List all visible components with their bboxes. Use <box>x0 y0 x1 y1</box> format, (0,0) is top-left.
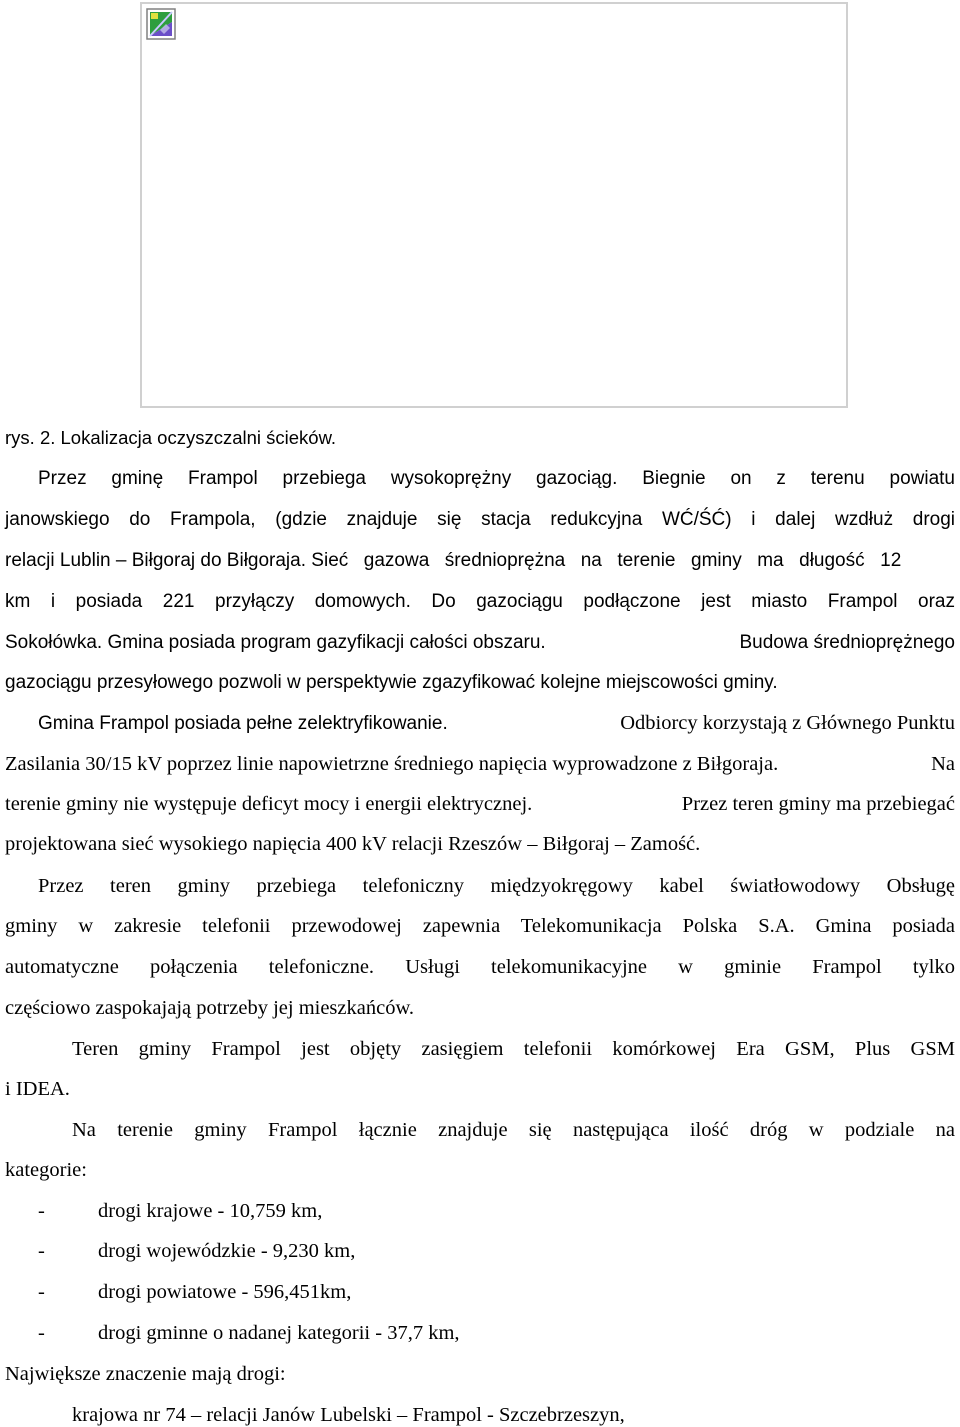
paragraph-line: Sokołówka. Gmina posiada program gazyfikacji całości obszaru. Budowa średnioprężnego <box>5 632 955 653</box>
paragraph-line: Przez gminę Frampol przebiega wysokoprężny gazociąg. Biegnie on z terenu powiatu <box>38 468 955 489</box>
figure-caption: rys. 2. Lokalizacja oczyszczalni ścieków. <box>5 427 337 448</box>
paragraph-line: terenie gminy nie występuje deficyt mocy i energii elektrycznej. Przez teren gminy ma przebiegać <box>5 793 955 815</box>
list-dash: - <box>38 1322 45 1344</box>
paragraph-line: Teren gminy Frampol jest objęty zasięgiem telefonii komórkowej Era GSM, Plus GSM <box>72 1038 955 1060</box>
list-item-text: drogi krajowe - 10,759 km, <box>98 1200 323 1222</box>
paragraph-line: gminy w zakresie telefonii przewodowej zapewnia Telekomunikacja Polska S.A. Gmina posiada <box>5 915 955 937</box>
paragraph-line: Zasilania 30/15 kV poprzez linie napowietrzne średniego napięcia wyprowadzone z Biłgoraja. Na <box>5 753 955 775</box>
paragraph-line: kategorie: <box>5 1159 87 1181</box>
paragraph-line: Na terenie gminy Frampol łącznie znajduje się następująca ilość dróg w podziale na <box>72 1119 955 1141</box>
roads-heading: Największe znaczenie mają drogi: <box>5 1363 286 1385</box>
list-dash: - <box>38 1281 45 1303</box>
paragraph-line: janowskiego do Frampola, (gdzie znajduje się stacja redukcyjna WĆ/ŚĆ) i dalej wzdłuż drogi <box>5 509 955 530</box>
list-dash: - <box>38 1200 45 1222</box>
paragraph-line: automatyczne połączenia telefoniczne. Usługi telekomunikacyjne w gminie Frampol tylko <box>5 956 955 978</box>
list-item <box>0 1321 960 1345</box>
list-item-text: drogi gminne o nadanej kategorii - 37,7 km, <box>98 1322 460 1344</box>
paragraph-line: Przez teren gminy przebiega telefoniczny międzyokręgowy kabel światłowodowy Obsługę <box>38 875 955 897</box>
figure-placeholder <box>140 2 848 408</box>
roads-last-line: krajowa nr 74 – relacji Janów Lubelski – Frampol - Szczebrzeszyn, <box>72 1404 625 1426</box>
list-item <box>0 1199 960 1223</box>
paragraph-line: gazociągu przesyłowego pozwoli w perspektywie zgazyfikować kolejne miejscowości gminy. <box>5 672 778 693</box>
list-item-text: drogi wojewódzkie - 9,230 km, <box>98 1240 356 1262</box>
list-dash: - <box>38 1240 45 1262</box>
paragraph-line: Gmina Frampol posiada pełne zelektryfikowanie. Odbiorcy korzystają z Głównego Punktu <box>38 712 955 734</box>
paragraph-line: częściowo zaspokajają potrzeby jej mieszkańców. <box>5 997 415 1019</box>
list-item <box>0 1280 960 1304</box>
paragraph-line: i IDEA. <box>5 1078 70 1100</box>
paragraph-line: relacji Lublin – Biłgoraj do Biłgoraja. Sieć gazowa średnioprężna na terenie gminy ma długość 12 <box>5 550 902 571</box>
paragraph-line: projektowana sieć wysokiego napięcia 400 kV relacji Rzeszów – Biłgoraj – Zamość. <box>5 833 701 855</box>
paragraph-line: km i posiada 221 przyłączy domowych. Do gazociągu podłączone jest miasto Frampol oraz <box>5 591 955 612</box>
list-item-text: drogi powiatowe - 596,451km, <box>98 1281 352 1303</box>
list-item <box>0 1239 960 1263</box>
broken-image-icon <box>146 8 176 40</box>
